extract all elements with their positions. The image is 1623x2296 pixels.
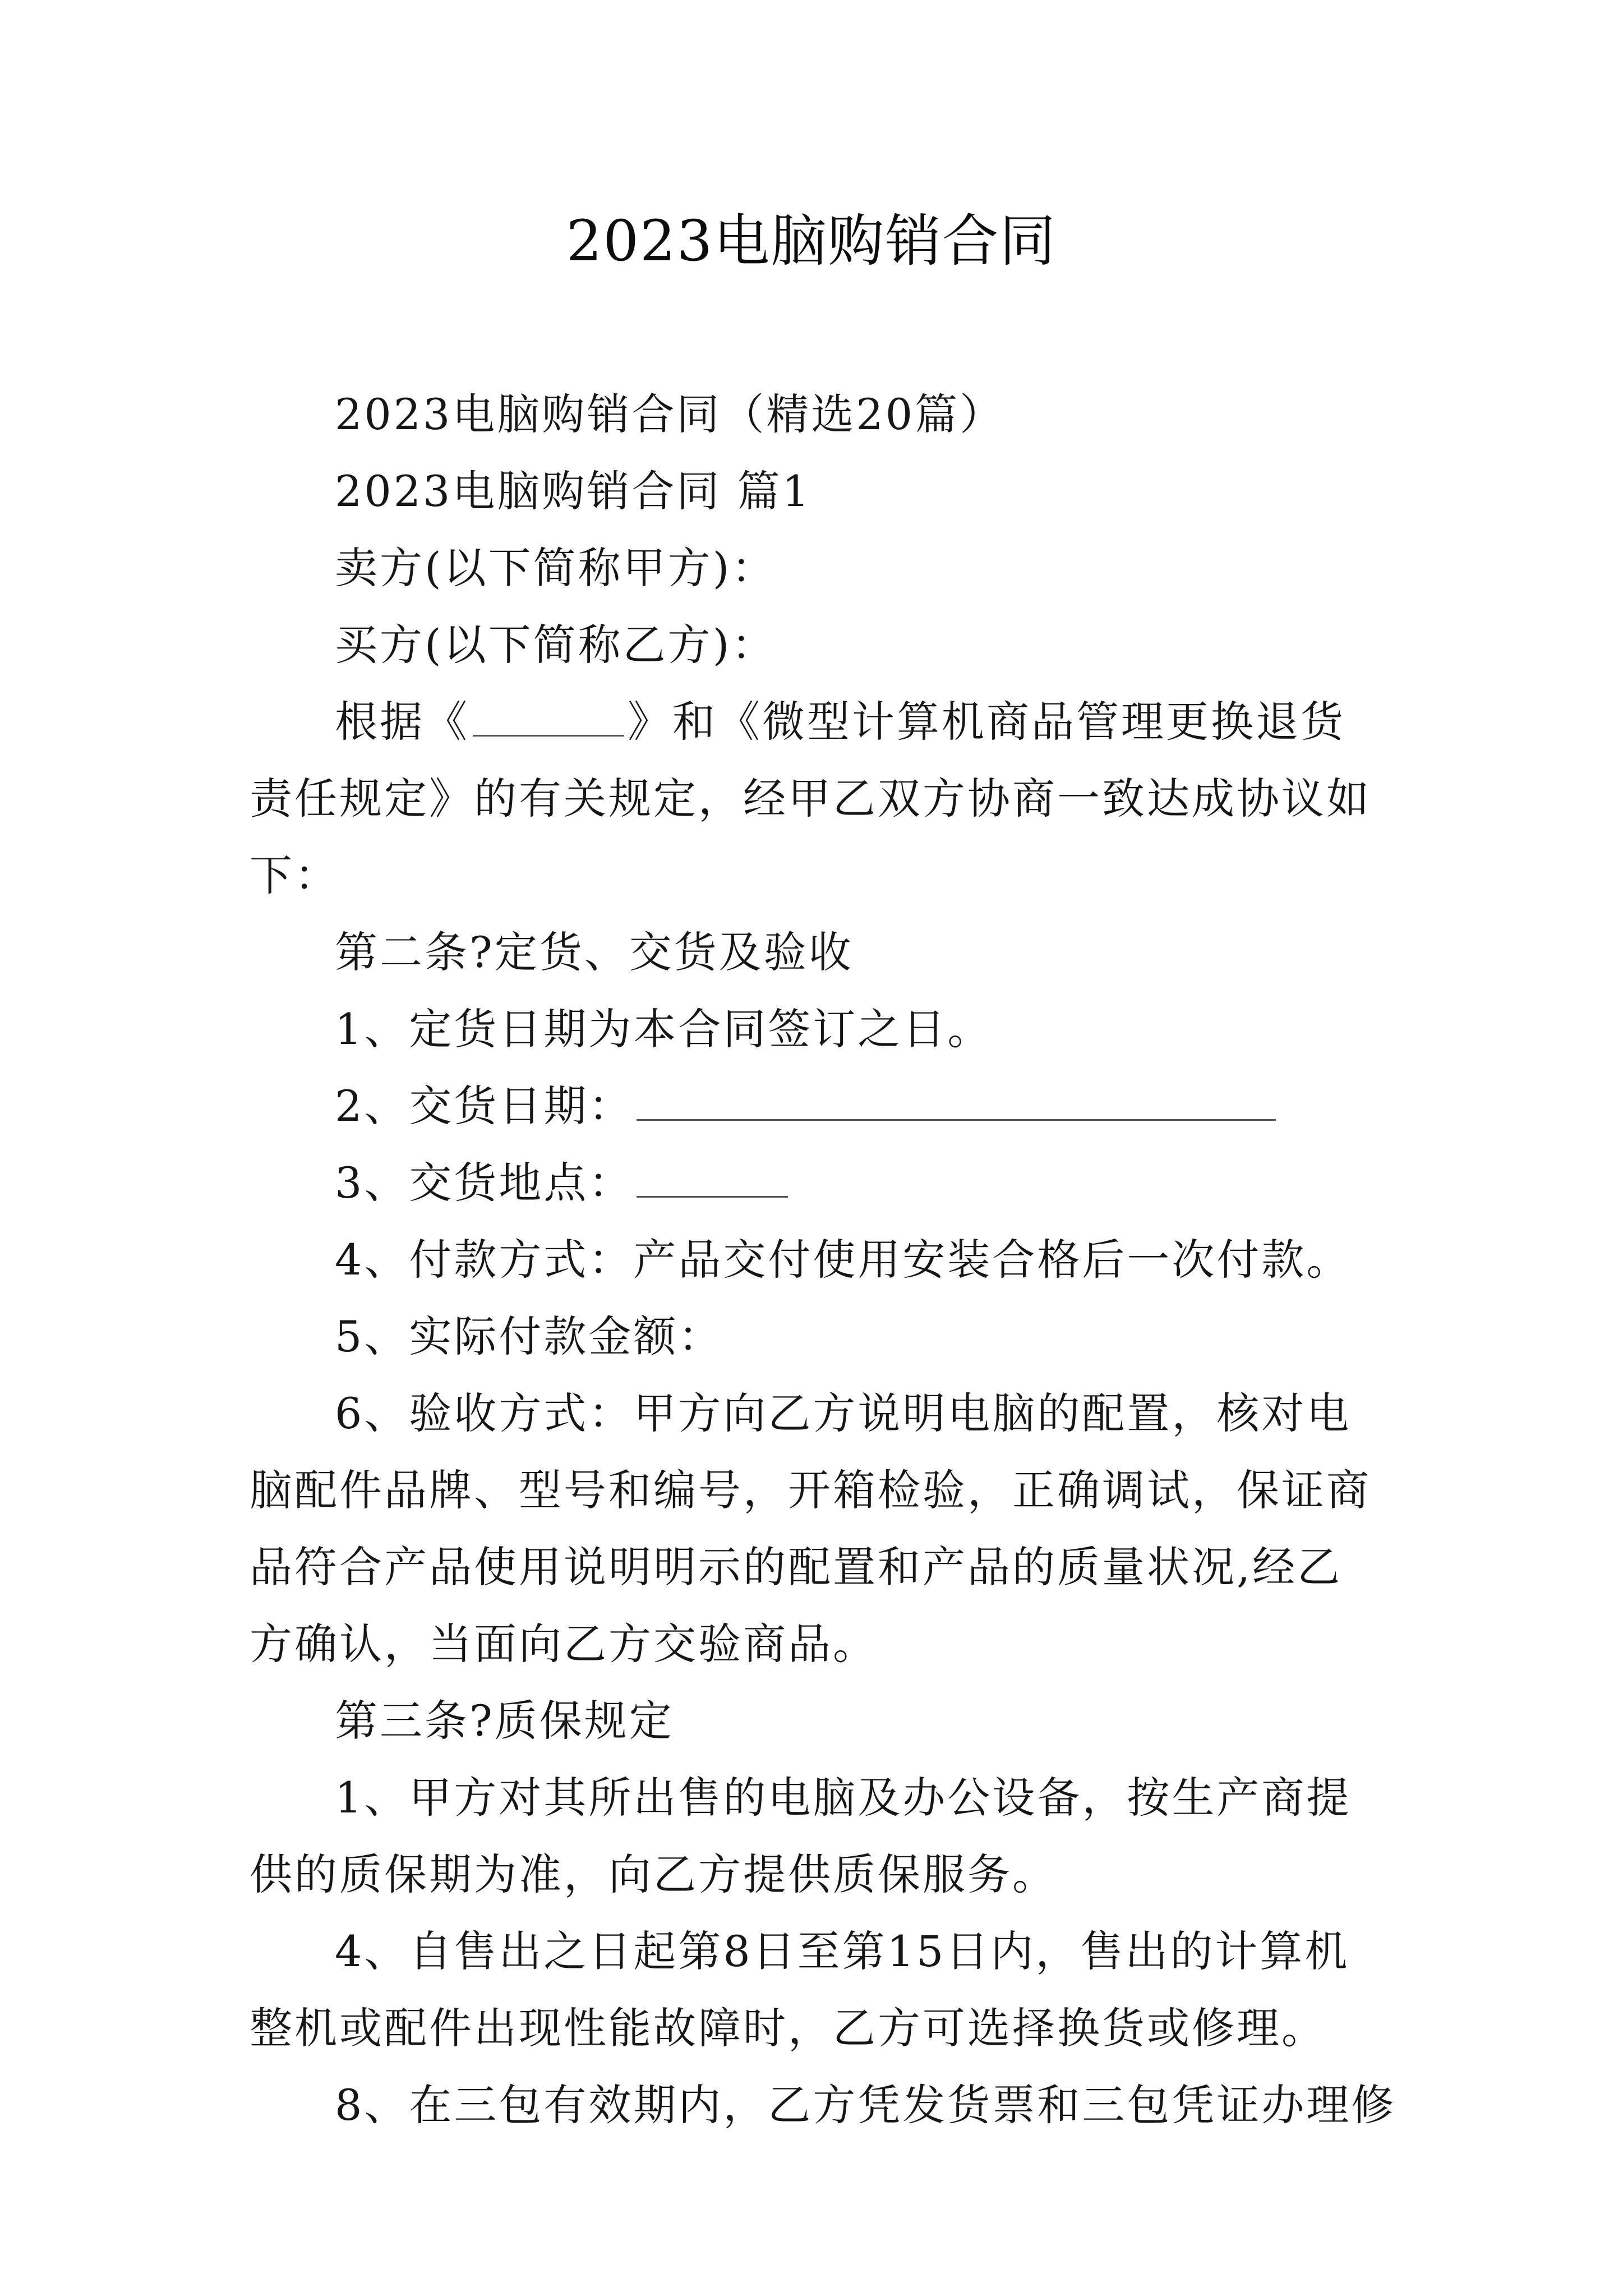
paragraph-article-three-heading: 第三条?质保规定 xyxy=(335,1696,674,1746)
paragraph-repair-voucher: 8、在三包有效期内，乙方凭发货票和三包凭证办理修 xyxy=(335,2080,1396,2130)
paragraph-seller: 卖方(以下简称甲方)： xyxy=(335,543,777,593)
delivery-date-label: 2、交货日期： xyxy=(335,1081,634,1131)
paragraph-acceptance: 6、验收方式：甲方向乙方说明电脑的配置，核对电脑配件品牌、型号和编号，开箱检验，正确调试，保证商品符合产品使用说明明示的配置和产品的质量状况,经乙方确认，当面向乙方交验商品。 xyxy=(250,1388,1371,1669)
blank-law-name xyxy=(473,700,624,737)
paragraph-order-date: 1、定货日期为本合同签订之日。 xyxy=(335,1004,993,1054)
paragraph-chapter-heading: 2023电脑购销合同 篇1 xyxy=(335,466,811,516)
paragraph-article-two-heading: 第二条?定货、交货及验收 xyxy=(335,927,854,977)
paragraph-exchange-repair: 4、自售出之日起第8日至第15日内，售出的计算机整机或配件出现性能故障时，乙方可选择换货或修理。 xyxy=(250,1926,1350,2053)
blank-delivery-date xyxy=(637,1084,1276,1121)
paragraph-payment-amount: 5、实际付款金额： xyxy=(335,1312,723,1361)
basis-text-end: 》和《微型计算机商品管理更换退货责任规定》的有关规定，经甲乙双方协商一致达成协议如下： xyxy=(250,697,1371,900)
paragraph-payment-method: 4、付款方式：产品交付使用安装合格后一次付款。 xyxy=(335,1235,1352,1285)
delivery-place-label: 3、交货地点： xyxy=(335,1158,634,1208)
paragraph-delivery-date xyxy=(250,1068,1382,1144)
blank-delivery-place xyxy=(637,1161,788,1198)
document-title: 2023电脑购销合同 xyxy=(566,208,1057,274)
paragraph-basis xyxy=(250,683,1382,914)
paragraph-warranty-period: 1、甲方对其所出售的电脑及办公设备，按生产商提供的质保期为准，向乙方提供质保服务。 xyxy=(250,1773,1352,1899)
paragraph-collection-title: 2023电脑购销合同（精选20篇） xyxy=(335,389,1005,439)
document-body xyxy=(250,376,1396,2143)
paragraph-delivery-place xyxy=(250,1144,1382,1221)
basis-text-start: 根据《 xyxy=(335,697,469,747)
paragraph-buyer: 买方(以下简称乙方)： xyxy=(335,620,777,670)
